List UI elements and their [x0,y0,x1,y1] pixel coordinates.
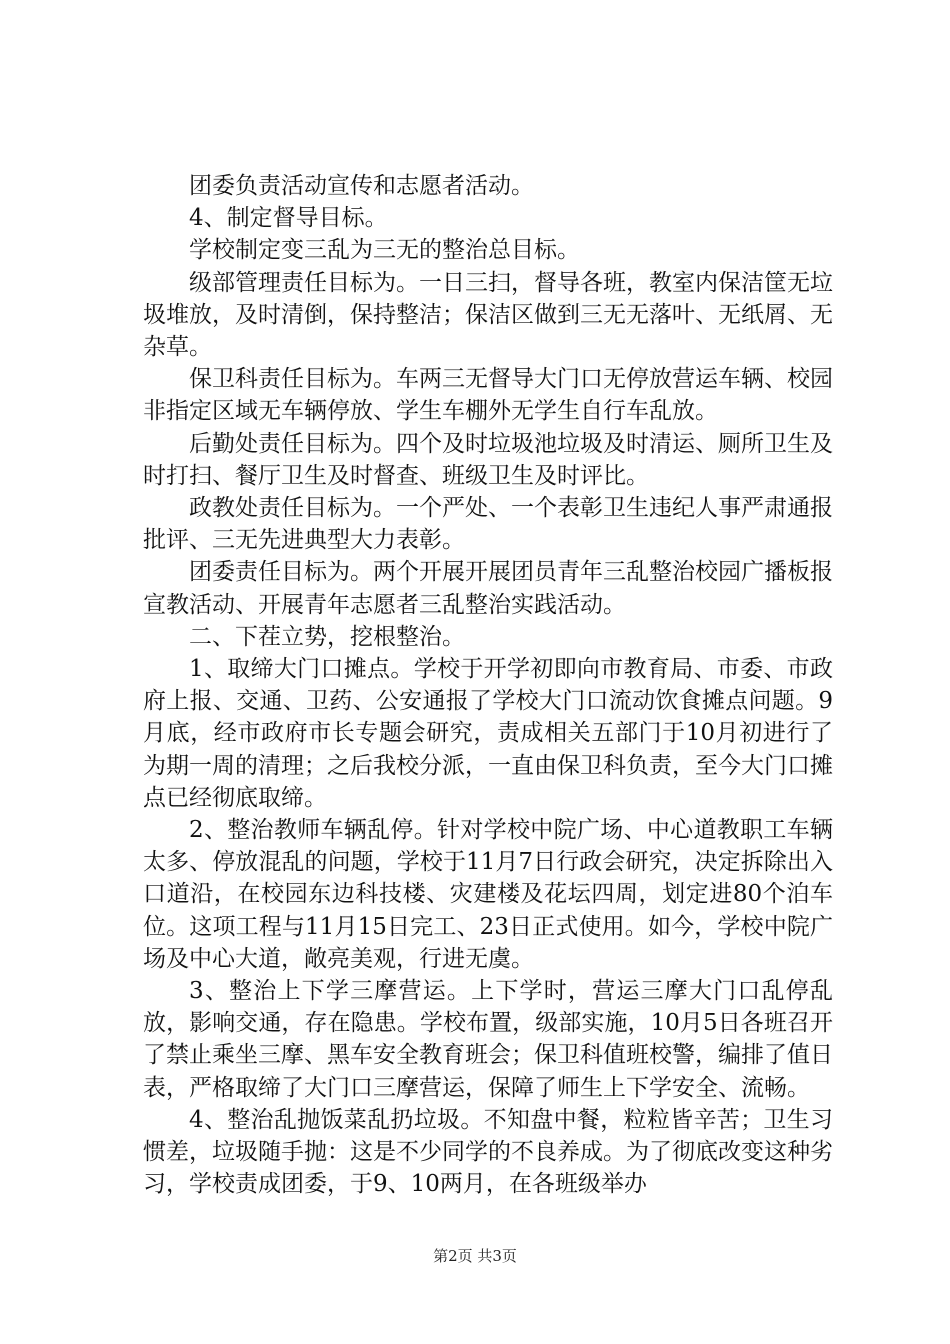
section-heading: 二、下茬立势，挖根整治。 [189,623,465,650]
paragraph: 学校制定变三乱为三无的整治总目标。 [189,237,580,264]
body-text [143,170,833,1201]
paragraph: 1、取缔大门口摊点。学校于开学初即向市教育局、市委、市政府上报、交通、卫药、公安通报了学校大门口流动饮食摊点问题。9月底，经市政府市长专题会研究，责成相关五部门于10月初进行了为期一周的清理；之后我校分派，一直由保卫科负责，至今大门口摊点已经彻底取缔。 [143,656,833,811]
paragraph: 保卫科责任目标为。车两三无督导大门口无停放营运车辆、校园非指定区域无车辆停放、学生车棚外无学生自行车乱放。 [143,366,833,425]
paragraph: 后勤处责任目标为。四个及时垃圾池垃圾及时清运、厕所卫生及时打扫、餐厅卫生及时督查、班级卫生及时评比。 [143,430,833,489]
paragraph: 团委责任目标为。两个开展开展团员青年三乱整治校园广播板报宣教活动、开展青年志愿者三乱整治实践活动。 [143,559,833,618]
paragraph: 团委负责活动宣传和志愿者活动。 [189,173,534,199]
paragraph: 3、整治上下学三摩营运。上下学时，营运三摩大门口乱停乱放，影响交通，存在隐患。学校布置，级部实施，10月5日各班召开了禁止乘坐三摩、黑车安全教育班会；保卫科值班校警，编排了值日表，严格取缔了大门口三摩营运，保障了师生上下学安全、流畅。 [143,978,833,1101]
paragraph: 级部管理责任目标为。一日三扫，督导各班，教室内保洁筐无垃圾堆放，及时清倒，保持整洁；保洁区做到三无无落叶、无纸屑、无杂草。 [143,269,833,361]
page-number: 第2页 共3页 [433,1247,517,1265]
paragraph: 政教处责任目标为。一个严处、一个表彰卫生违纪人事严肃通报批评、三无先进典型大力表彰。 [143,495,833,554]
paragraph: 2、整治教师车辆乱停。针对学校中院广场、中心道教职工车辆太多、停放混乱的问题，学校于11月7日行政会研究，决定拆除出入口道沿，在校园东边科技楼、灾建楼及花坛四周，划定进80个泊车位。这项工程与11月15日完工、23日正式使用。如今，学校中院广场及中心大道，敞亮美观，行进无虞。 [143,817,833,972]
paragraph: 4、整治乱抛饭菜乱扔垃圾。不知盘中餐，粒粒皆辛苦；卫生习惯差，垃圾随手抛：这是不少同学的不良养成。为了彻底改变这种劣习，学校责成团委，于9、10两月，在各班级举办 [143,1106,833,1198]
paragraph: 4、制定督导目标。 [189,205,388,232]
